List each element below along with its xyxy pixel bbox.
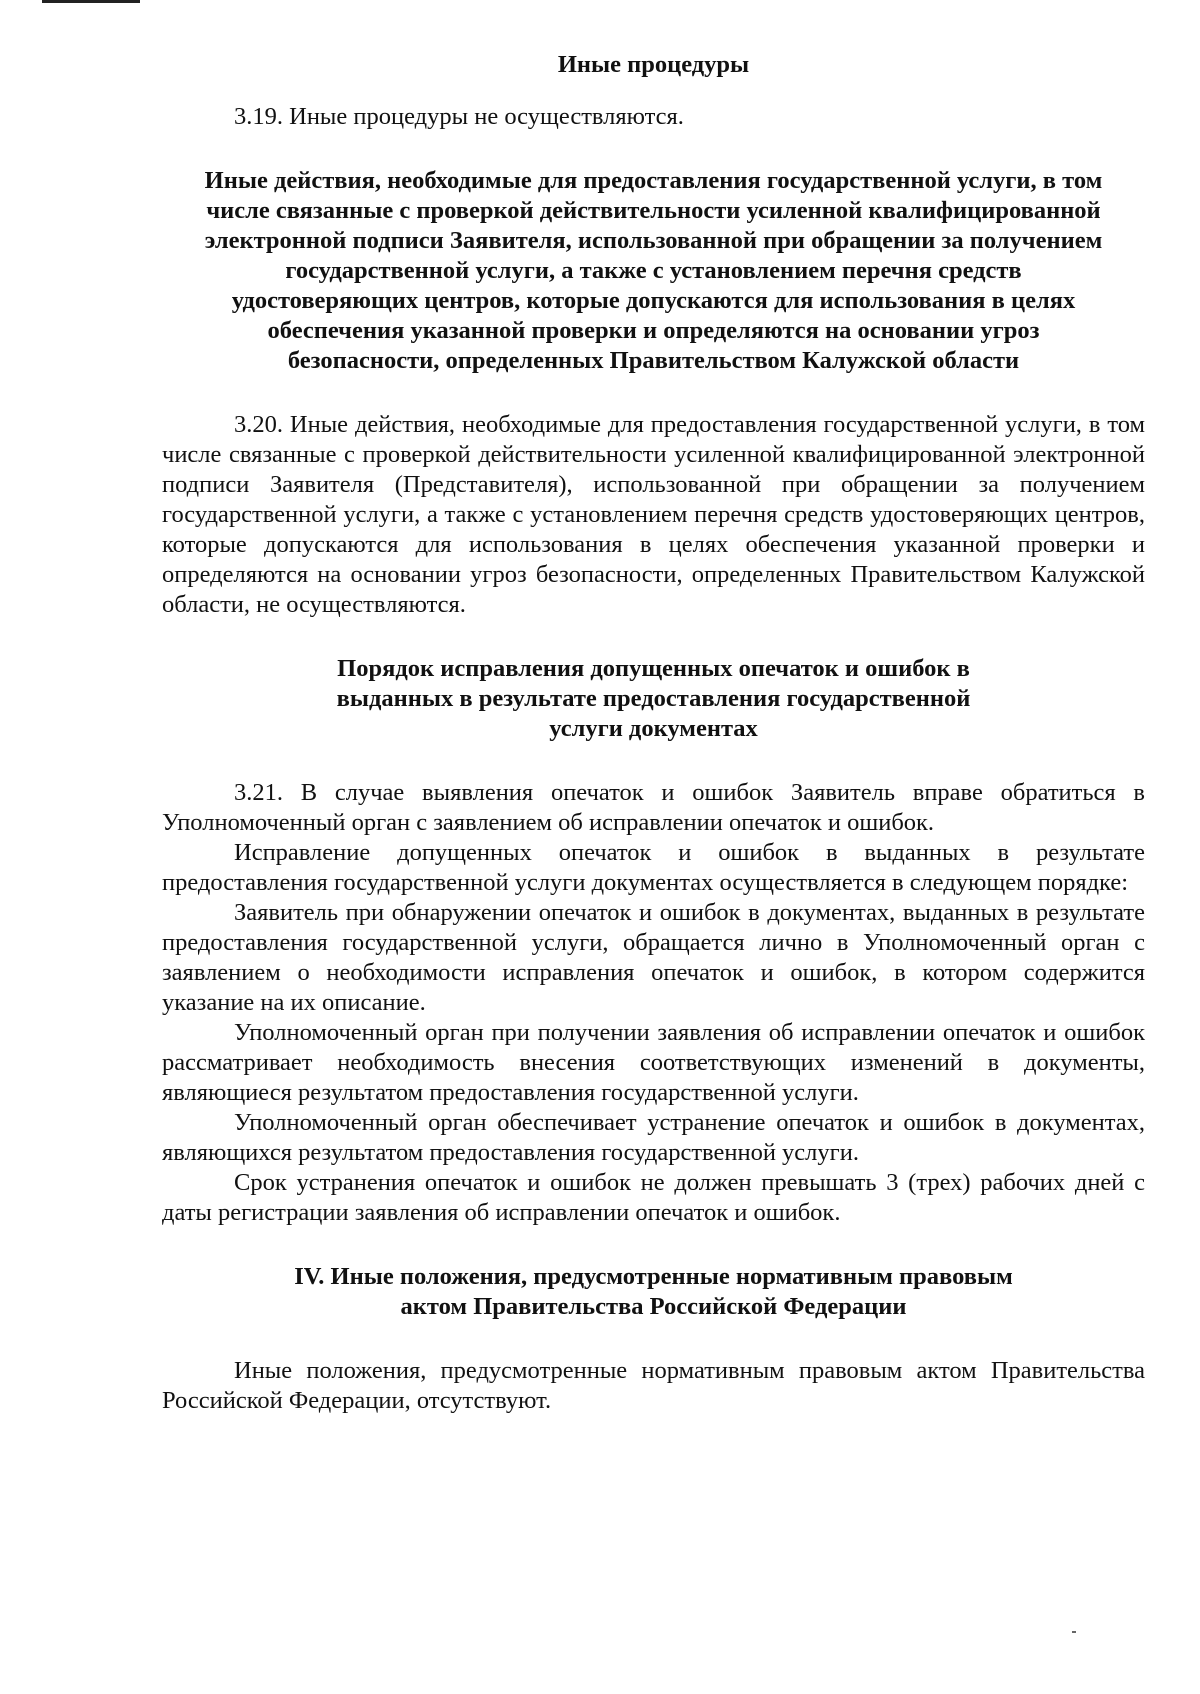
paragraph-correction-deadline: Срок устранения опечаток и ошибок не должен превышать 3 (трех) рабочих дней с даты регистрации заявления об исправлении опечаток и ошибок. bbox=[162, 1169, 1145, 1226]
paragraph-other-provisions: Иные положения, предусмотренные нормативным правовым актом Правительства Российской Федерации, отсутствуют. bbox=[162, 1357, 1145, 1414]
paragraph-3-21: 3.21. В случае выявления опечаток и ошибок Заявитель вправе обратиться в Уполномоченный орган с заявлением об исправлении опечаток и ошибок. bbox=[162, 779, 1145, 836]
scan-speck bbox=[1072, 1631, 1076, 1633]
section-heading-other-actions: Иные действия, необходимые для предоставления государственной услуги, в том числе связанные с проверкой действительности усиленной квалифицированной электронной подписи Заявителя, использованной при обращении за получением государственной услуги, а также с установлением перечня средств удостоверяющих центров, которые допускаются для использования в целях обеспечения указанной проверки и определяются на основании угроз безопасности, определенных Правительством Калужской области bbox=[204, 167, 1103, 374]
paragraph-3-20: 3.20. Иные действия, необходимые для предоставления государственной услуги, в том числе связанные с проверкой действительности усиленной квалифицированной электронной подписи Заявителя (Представителя), использованной при обращении за получением государственной услуги, а также с установлением перечня средств удостоверяющих центров, которые допускаются для использования в целях обеспечения указанной проверки и определяются на основании угроз безопасности, определенных Правительством Калужской области, не осуществляются. bbox=[162, 411, 1145, 618]
paragraph-authority-correction: Уполномоченный орган обеспечивает устранение опечаток и ошибок в документах, являющихся результатом предоставления государственной услуги. bbox=[162, 1109, 1145, 1166]
paragraph-authority-review: Уполномоченный орган при получении заявления об исправлении опечаток и ошибок рассматривает необходимость внесения соответствующих изменений в документы, являющиеся результатом предоставления государственной услуги. bbox=[162, 1019, 1145, 1106]
paragraph-correction-order: Исправление допущенных опечаток и ошибок в выданных в результате предоставления государственной услуги документах осуществляется в следующем порядке: bbox=[162, 839, 1145, 896]
section-heading-corrections: Порядок исправления допущенных опечаток и ошибок в выданных в результате предоставления государственной услуги документах bbox=[336, 655, 971, 742]
paragraph-applicant-appeal: Заявитель при обнаружении опечаток и ошибок в документах, выданных в результате предоставления государственной услуги, обращается лично в Уполномоченный орган с заявлением о необходимости исправления опечаток и ошибок, в котором содержится указание на их описание. bbox=[162, 899, 1145, 1016]
paragraph-3-19: 3.19. Иные процедуры не осуществляются. bbox=[234, 103, 684, 130]
section-heading-other-procedures: Иные процедуры bbox=[557, 51, 750, 78]
scan-artifact-line bbox=[42, 0, 140, 3]
section-heading-other-provisions: IV. Иные положения, предусмотренные нормативным правовым актом Правительства Российской Федерации bbox=[294, 1263, 1013, 1320]
document-page bbox=[162, 50, 1145, 1416]
